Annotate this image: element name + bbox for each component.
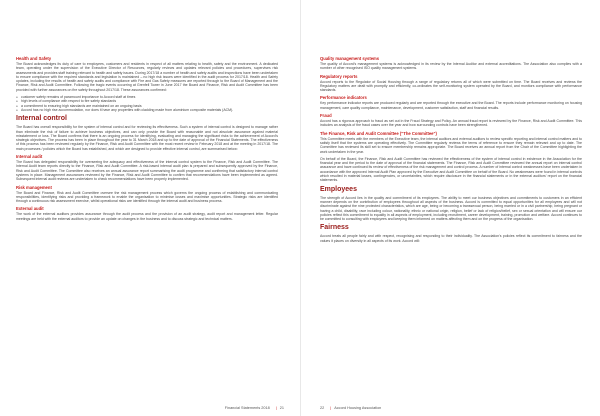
section-paragraph: The Board has overall responsibility for the system of internal control and for reviewing its effectiveness. Such a system of internal control is designed to manage rather than eliminate the risk of failure to achieve business objectives, and can only provide the Board with reasonable and not absolute assurance against material misstatement or loss. The Board confirms that there is an ongoing process for identifying, evaluating and managing the significant risks to the achievement of Accord's strategic objectives. The process has been in place throughout the year to 31 March 2018 and up to the date of approval of the Financial Statements. The effectiveness of this process has been reviewed regularly by the Finance, Risk and Audit Committee with the most recent review in February 2018 and at the meeting in 2017/18. The main processes / policies which the Board has established, and which are designed to provide effective internal control, are summarised below: [16,125,278,151]
list-item: o customer safety remains of paramount importance to Accord staff at times [21,95,278,99]
section-heading: Internal audit [16,154,43,160]
list-item: o Accord has no high rise accommodation, nor does it have any properties with cladding made from aluminium composite materials (ACM). [21,108,278,112]
page-number: 22 [320,406,325,410]
section-paragraph: The work of the external auditors provides assurance through the audit process and the provision of an audit strategy, audit report and management letter. Regular meetings are held with the external auditors to provide an update on changes in the business and to discuss strategic and technical matters. [16,212,278,221]
footer-separator: | [275,406,277,410]
section-heading: Employees [320,185,357,193]
section-heading: External audit [16,206,44,212]
section-heading: Fairness [320,224,349,232]
section-paragraph: On behalf of the Board, the Finance, Risk and Audit Committee has reviewed the effectiveness of the system of internal control in existence in the Association for the financial year and the period to the date of approval of the financial statements. The Finance, Risk and Audit Committee reviewed the annual report on internal control assurance and have continued its review of effectiveness of the risk management and control process. A number of internal control weaknesses have been undertaken in accordance with the approved Internal Audit Plan approved by the Executive and Audit Committee on behalf of the Board. No weaknesses were found in internal controls which resulted in material losses, contingencies, or uncertainties, which require disclosure in the financial statements or in the external auditors' report on the financial statements. [320,156,582,183]
section-paragraph: Accord has a rigorous approach to fraud as set out in the Fraud Strategy and Policy. An annual fraud report is reviewed by the Finance, Risk and Audit Committee. This includes an analysis of the fraud cases over the year and how surrounding controls have been strengthened. [320,119,582,128]
section-heading: Regulatory reports [320,73,358,79]
section-paragraph: The Board acknowledges its duty of care to employees, customers and residents in respect of all matters relating to health, safety and the environment. A dedicated team, operating under the supervision of the Executive Director of Resources, regularly reviews and updates relevant policies and procedures, supervises risk assessments and provides staff training relevant to health and safety issues. During 2017/18 a number of health and safety audits and inspections have been undertaken to ensure compliance with the required standards and legislation is maintained – no high risk issues were identified in the audit process for 2017/18. Health and Safety updates, including the results of health and safety audits and compliance with Fire and Gas Safety measures are reported through to the Board of Management and the Finance, Risk and Audit Committee. Following the tragic events occurring at Grenfell Tower in June 2017 the Board and Finance, Risk and Audit Committee has been provided with further assurances on fire safety throughout 2017/18. These assurances confirmed: [16,62,278,92]
footer-org: Accord Housing Association [334,406,382,410]
section-heading: Fraud [320,113,332,119]
section-paragraph: The Board has delegated responsibility for overseeing the adequacy and effectiveness of the internal control system to the Finance, Risk and Audit Committee. The Internal Audit team reports directly to the Finance, Risk and Audit Committee. A risk-based internal audit plan is prepared and subsequently approved by the Finance, Risk and Audit Committee. The Committee also receives an annual assurance report summarising the audit programme and confirming that satisfactory internal control systems in place. Management assurances reviewed by the Finance, Risk and Audit Committee to confirm that recommendations have been implemented as agreed. Subsequent internal audit reviews are undertaken to check recommendations have been properly implemented. [16,160,278,182]
section-heading: The Finance, Risk and Audit Committee ("The Committee") [320,130,437,136]
page-number: 21 [279,406,284,410]
section-heading: Quality management systems [320,56,380,61]
section-paragraph: Key performance indicator reports are produced regularly and are reported through the executive and the Board. The reports include performance monitoring on housing management, care quality compliance, maintenance, development, customer satisfaction, staff and financial results. [320,101,582,110]
list-item: o a commitment to ensuring high standards are maintained on an ongoing basis [21,104,278,108]
section-paragraph: This Committee meets with the members of the Executive team, the internal auditors and external auditors to review specific reporting and internal control matters and to satisfy itself that the systems are operating effectively. The Committee regularly reviews the terms of reference to ensure they remain relevant and up to date. The Committee has reviewed its skill set to ensure membership remains appropriate. The Board receives an annual report from the Chair of the Committee highlighting the work undertaken in the year. [320,136,582,154]
section-paragraph: The Board and Finance, Risk and Audit Committee oversee the risk management process which governs the ongoing process of establishing and communicating responsibilities, identifying risks and providing a framework to enable the organisation to minimise losses and maximise opportunities. Strategic risks are identified through a continuous risk assessment exercise, whilst operational risks are identified through the internal audit and business process. [16,190,278,204]
right-page [300,0,600,416]
footer-separator: | [330,406,332,410]
list-item: o high levels of compliance with respect to fire safety standards [21,99,278,103]
section-heading: Internal control [16,115,67,123]
bullet-list [16,95,278,112]
section-paragraph: The strength of Accord lies in the quality and commitment of its employees. The ability to meet our business objectives and commitments to customers in an efficient manner depends on the contribution of employees throughout all aspects of the business. Accord is committed to equal opportunities for all employees and will not discriminate against the nine protected characteristics, which are age, being or becoming a transsexual person, being married or in a civil partnership, being pregnant or having a child, disability, race including colour, nationality, ethnic or national origin, religion, belief or lack of religion/belief, sex or sexual orientation and will ensure our policies reflect this commitment to equality in all aspects of employment, including recruitment, career development, training, promotion and welfare. Accord continues to be committed to consulting with employees and keeping them informed on matters affecting them and on the progress of the organisation. [320,195,582,222]
section-heading: Risk management [16,184,52,190]
footer-title: Financial Statements 2018 [224,406,270,410]
section-heading: Performance indicators [320,95,367,101]
section-paragraph: Accord treats all people fairly and with respect, recognising and responding to their individuality. The Association's policies reflect its commitment to fairness and the values it places on diversity in all aspects of its work. Accord will: [320,234,582,243]
section-heading: Health and Safety [16,56,52,61]
left-page-content [16,56,278,224]
section-paragraph: The quality of Accord's management systems is acknowledged in its review by the Internal Auditor and external accreditations. The Association also complies with a number of other recognised ISO quality management systems. [320,62,582,71]
page-footer [0,400,300,416]
section-paragraph: Accord reports to the Regulator of Social Housing through a range of regulatory returns all of which were submitted on time. The Board receives and reviews the Regulatory matters are dealt with promptly and efficiently, co-ordinates the self-monitoring system operated by the Board, and monitors compliance with performance standards. [320,79,582,93]
right-page-content [320,56,582,246]
page-footer [300,400,600,416]
